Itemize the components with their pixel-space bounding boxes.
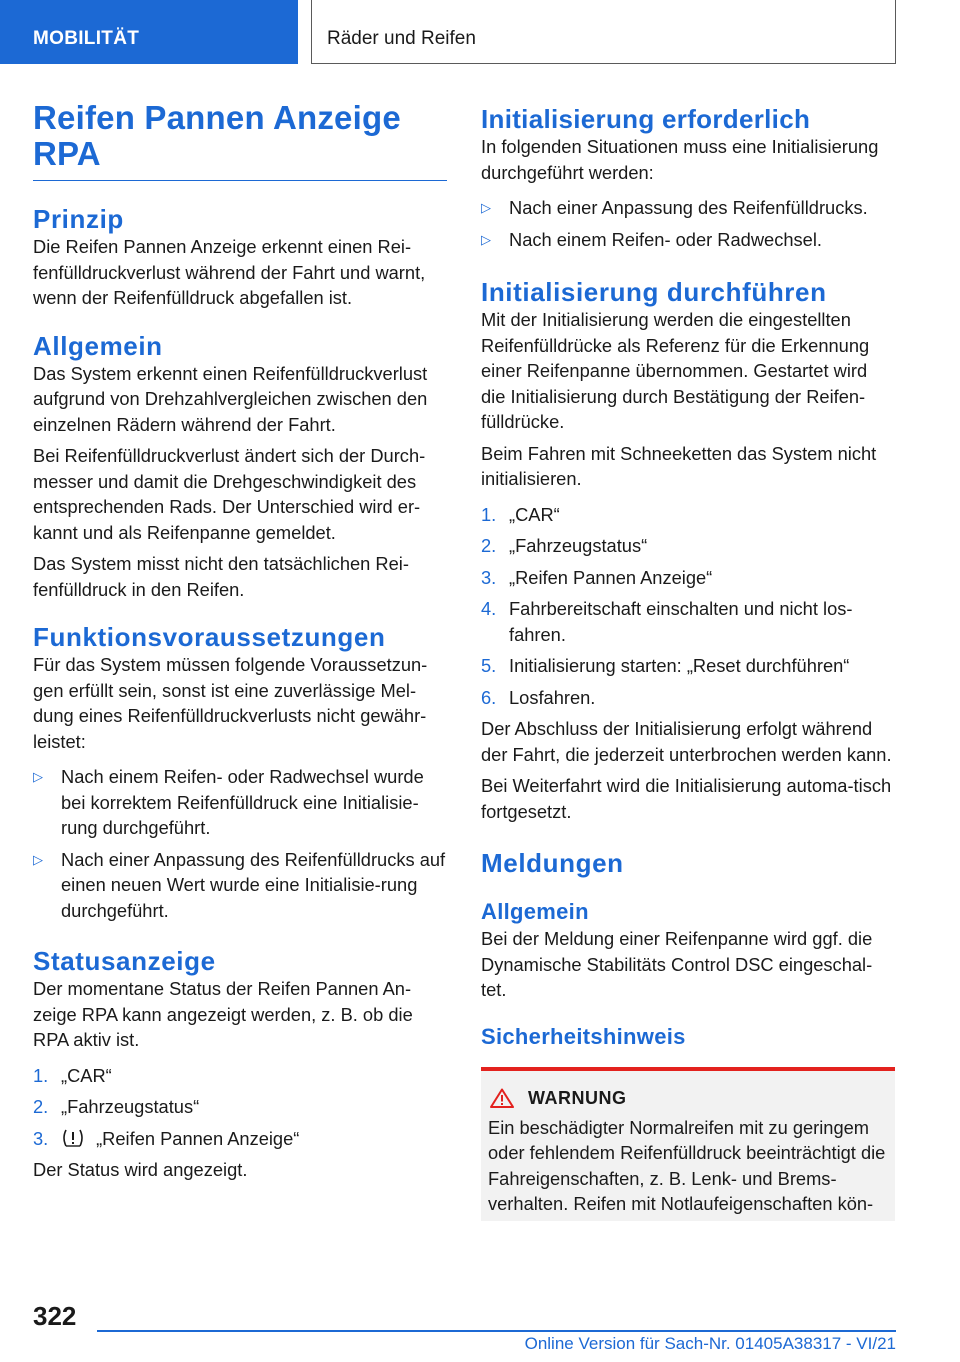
list-item: ▷ Nach einer Anpassung des Reifenfülldrucks auf einen neuen Wert wurde eine Initialisie-rung durchgeführt. (33, 848, 446, 921)
heading-meldungen-allgemein: Allgemein (481, 899, 589, 924)
triangle-bullet-icon: ▷ (33, 769, 43, 784)
warning-text: Ein beschädigter Normalreifen mit zu geringem oder fehlendem Reifenfülldruck beeinträchtigt die Fahreigenschaften, z. B. Lenk- und Brems-verhalten. Reifen mit Notlaufeigenschaften kön- (488, 1116, 886, 1214)
right-column (481, 104, 895, 1221)
heading-allgemein: Allgemein (33, 330, 163, 361)
triangle-bullet-icon: ▷ (481, 200, 491, 215)
list-item: ▷ Nach einem Reifen- oder Radwechsel wurde bei korrektem Reifenfülldruck eine Initialisie-rung durchgeführt. (33, 766, 424, 838)
init-do-p2: Beim Fahren mit Schneeketten das System nicht initialisieren. (481, 442, 877, 489)
list-item: 1. „CAR“ (481, 503, 560, 525)
allgemein-p2: Bei Reifenfülldruckverlust ändert sich der Durch-messer und damit die Drehgeschwindigkeit des entsprechenden Rads. Der Unterschied wird er-kannt und als Reifenpanne gemeldet. (33, 445, 426, 543)
tire-pressure-warning-icon (61, 1128, 85, 1148)
allgemein-p3: Das System misst nicht den tatsächlichen Rei-fenfülldruck in den Reifen. (33, 553, 409, 600)
init-do-p4: Bei Weiterfahrt wird die Initialisierung automa-tisch fortgesetzt. (481, 775, 892, 822)
list-item: 5. Initialisierung starten: „Reset durchführen“ (481, 655, 850, 676)
page-number: 322 (33, 1301, 77, 1331)
init-do-p3: Der Abschluss der Initialisierung erfolgt während der Fahrt, die jederzeit unterbrochen werden kann. (481, 718, 892, 765)
footer-divider (97, 1330, 896, 1332)
heading-funktion: Funktionsvoraussetzungen (33, 622, 386, 652)
list-item: 4. Fahrbereitschaft einschalten und nicht los-fahren. (481, 598, 853, 645)
heading-prinzip: Prinzip (33, 204, 124, 234)
section-tab: MOBILITÄT (0, 0, 298, 64)
footer-version: Online Version für Sach-Nr. 01405A38317 - VI/21 (524, 1334, 896, 1353)
status-text: Der momentane Status der Reifen Pannen An-zeige RPA kann angezeigt werden, z. B. ob die RPA aktiv ist. (33, 978, 413, 1050)
list-item: ▷ Nach einem Reifen- oder Radwechsel. (481, 227, 895, 253)
meldungen-text: Bei der Meldung einer Reifenpanne wird ggf. die Dynamische Stabilitäts Control DSC eingeschal-tet. (481, 928, 873, 1000)
left-column (33, 100, 447, 1183)
list-item: 2. „Fahrzeugstatus“ (481, 535, 648, 556)
list-item: 3. „Reifen Pannen Anzeige“ (481, 566, 713, 588)
status-result: Der Status wird angezeigt. (33, 1159, 248, 1180)
init-required-text: In folgenden Situationen muss eine Initialisierung durchgeführt werden: (481, 136, 879, 183)
warning-triangle-icon (490, 1088, 514, 1108)
warning-box (481, 1067, 895, 1221)
list-item: ▷ Nach einer Anpassung des Reifenfülldrucks. (481, 195, 895, 221)
warning-title: WARNUNG (528, 1087, 627, 1108)
prinzip-text: Die Reifen Pannen Anzeige erkennt einen Rei-fenfülldruckverlust während der Fahrt und warnt, wenn der Reifenfülldruck abgefallen ist. (33, 236, 426, 308)
heading-status: Statusanzeige (33, 946, 216, 976)
heading-init-do: Initialisierung durchführen (481, 277, 827, 307)
heading-sicherheitshinweis: Sicherheitshinweis (481, 1023, 686, 1049)
triangle-bullet-icon: ▷ (33, 851, 43, 867)
list-item: 1. „CAR“ (33, 1064, 112, 1086)
funktion-text: Für das System müssen folgende Voraussetzun-gen erfüllt sein, sonst ist eine zuverlässige Mel-dung eines Reifenfülldruckverlusts nicht gewähr-leistet: (33, 654, 428, 752)
init-do-p1: Mit der Initialisierung werden die eingestellten Reifenfülldrücke als Referenz für die Erkennung einer Reifenpanne übernommen. Gestartet wird die Initialisierung durch Bestätigung der Reifen-fülldrücke. (481, 309, 870, 432)
triangle-bullet-icon: ▷ (481, 231, 491, 247)
allgemein-p1: Das System erkennt einen Reifenfülldruckverlust aufgrund von Drehzahlvergleichen zwischen den einzelnen Rädern während der Fahrt. (33, 362, 428, 435)
list-item: 6. Losfahren. (481, 686, 596, 708)
list-item: 2. „Fahrzeugstatus“ (33, 1096, 200, 1117)
heading-init-required: Initialisierung erforderlich (481, 104, 811, 134)
heading-meldungen: Meldungen (481, 848, 624, 878)
chapter-title: Räder und Reifen (311, 0, 896, 64)
list-item: 3. „Reifen Pannen Anzeige“ (33, 1127, 300, 1149)
page-title: Reifen Pannen Anzeige RPA (33, 100, 447, 181)
